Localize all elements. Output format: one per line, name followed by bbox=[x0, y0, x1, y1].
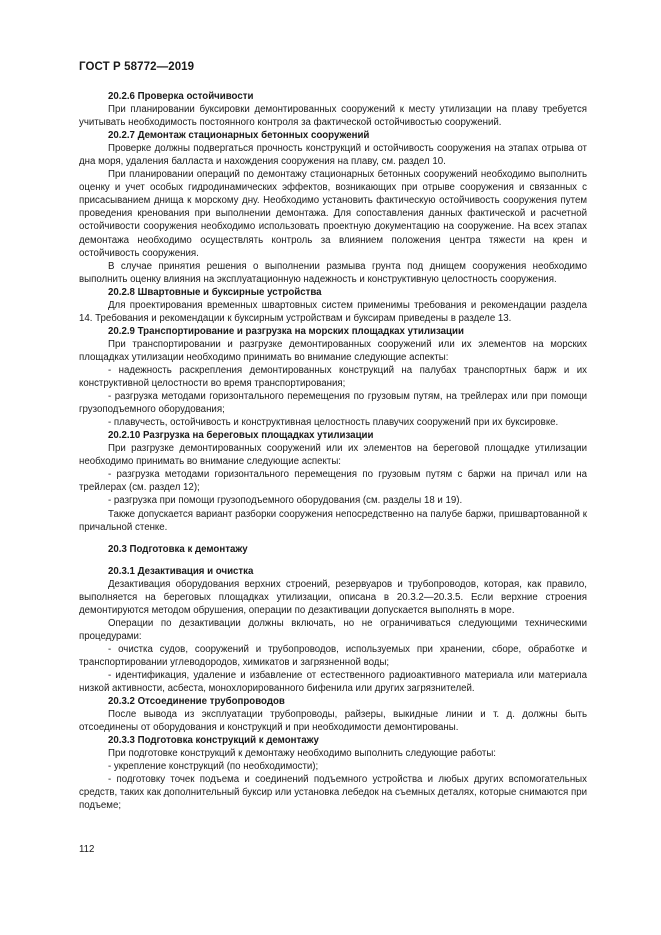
body-paragraph: - очистка судов, сооружений и трубопроводов, используемых при хранении, сборе, обработке и транспортировании углеводородов, химикатов и загрязненной воды; bbox=[79, 643, 587, 668]
body-paragraph: - надежность раскрепления демонтированных конструкций на палубах транспортных барж и их конструктивной целостности во время транспортирования; bbox=[79, 364, 587, 390]
body-paragraph: - подготовку точек подъема и соединений подъемного устройства и любых других вспомогательных средств, таких как дополнительный буксир или установка лебедок на съемных деталях, которые снимаются при подъеме; bbox=[79, 774, 587, 812]
standard-header: ГОСТ Р 58772—2019 bbox=[79, 61, 195, 73]
section-heading: 20.3 Подготовка к демонтажу bbox=[108, 543, 248, 555]
body-paragraph: Операции по дезактивации должны включать, но не ограничиваться следующими техническими процедурами: bbox=[79, 617, 587, 642]
subsection-heading: 20.3.2 Отсоединение трубопроводов bbox=[108, 696, 285, 708]
body-paragraph: Для проектирования временных швартовных систем применимы требования и рекомендации раздела 14. Требования и рекомендации к буксирным устройствам и буксирам приведены в разделе 13. bbox=[79, 299, 587, 324]
body-paragraph: Проверке должны подвергаться прочность конструкций и остойчивость сооружения на этапах отрыва от дна моря, удаления балласта и нахождения сооружения на плаву, см. раздел 10. bbox=[79, 143, 587, 168]
document-body bbox=[79, 90, 587, 813]
body-paragraph: После вывода из эксплуатации трубопроводы, райзеры, выкидные линии и т. д. должны быть отсоединены от оборудования и конструкций и при необходимости демонтированы. bbox=[79, 709, 587, 734]
subsection-heading: 20.2.6 Проверка остойчивости bbox=[108, 91, 254, 102]
body-paragraph: - укрепление конструкций (по необходимости); bbox=[108, 761, 319, 773]
body-paragraph: - плавучесть, остойчивость и конструктивная целостность плавучих сооружений при их буксировке. bbox=[108, 417, 559, 429]
body-paragraph: Также допускается вариант разборки сооружения непосредственно на палубе баржи, пришвартованной к причальной стенке. bbox=[79, 508, 587, 533]
body-paragraph: В случае принятия решения о выполнении размыва грунта под днищем сооружения необходимо выполнить оценку влияния на эксплуатационную надежность и конструктивную целостность сооружения. bbox=[79, 260, 587, 285]
subsection-heading: 20.3.3 Подготовка конструкций к демонтажу bbox=[108, 735, 319, 747]
subsection-heading: 20.2.7 Демонтаж стационарных бетонных сооружений bbox=[108, 130, 370, 142]
body-paragraph: Дезактивация оборудования верхних строений, резервуаров и трубопроводов, которая, как правило, выполняется на береговых площадках утилизации, описана в 20.3.2—20.3.5. Если верхние строения демонтируются методом обрушения, операции по дезактивации допускается выполнять в море. bbox=[79, 578, 587, 616]
body-paragraph: При транспортировании и разгрузке демонтированных сооружений или их элементов на морских площадках утилизации необходимо принимать во внимание следующие аспекты: bbox=[79, 338, 587, 363]
body-paragraph: - разгрузка при помощи грузоподъемного оборудования (см. разделы 18 и 19). bbox=[108, 495, 463, 507]
page-number: 112 bbox=[79, 844, 95, 855]
subsection-heading: 20.2.9 Транспортирование и разгрузка на морских площадках утилизации bbox=[108, 325, 464, 337]
body-paragraph: При разгрузке демонтированных сооружений или их элементов на береговой площадке утилизации необходимо принимать во внимание следующие аспекты: bbox=[79, 443, 587, 468]
body-paragraph: - разгрузка методами горизонтального перемещения по грузовым путям, на трейлерах или при помощи грузоподъемного оборудования; bbox=[79, 391, 587, 416]
body-paragraph: - разгрузка методами горизонтального перемещения по грузовым путям с баржи на причал или на трейлерах (см. раздел 12); bbox=[79, 469, 587, 494]
body-paragraph: При планировании буксировки демонтированных сооружений к месту утилизации на плаву требуется учитывать необходимость постоянного контроля за фактической остойчивостью сооружений. bbox=[79, 104, 587, 129]
body-paragraph: - идентификация, удаление и избавление от естественного радиоактивного материала или материала низкой активности, асбеста, монохлорированного бифенила или других загрязнителей. bbox=[79, 670, 587, 695]
body-paragraph: При планировании операций по демонтажу стационарных бетонных сооружений необходимо выполнить оценку и учет особых гидродинамических эффектов, возникающих при отрыве сооружения и связанных с присасыванием днища к морскому дну. Необходимо установить фактическую остойчивость сооружения путем проведения кренования при выполнении демонтажа. Для сопоставления данных фактической и расчетной остойчивости сооружения необходимо использовать проектную документацию на сооружение. На всех этапах демонтажа необходимо осуществлять контроль за влиянием положения центра тяжести на крен и остойчивость сооружения. bbox=[79, 169, 587, 259]
subsection-heading: 20.2.10 Разгрузка на береговых площадках утилизации bbox=[108, 430, 374, 442]
body-paragraph: При подготовке конструкций к демонтажу необходимо выполнить следующие работы: bbox=[108, 748, 496, 760]
subsection-heading: 20.3.1 Дезактивация и очистка bbox=[108, 565, 254, 577]
subsection-heading: 20.2.8 Швартовные и буксирные устройства bbox=[108, 286, 322, 298]
